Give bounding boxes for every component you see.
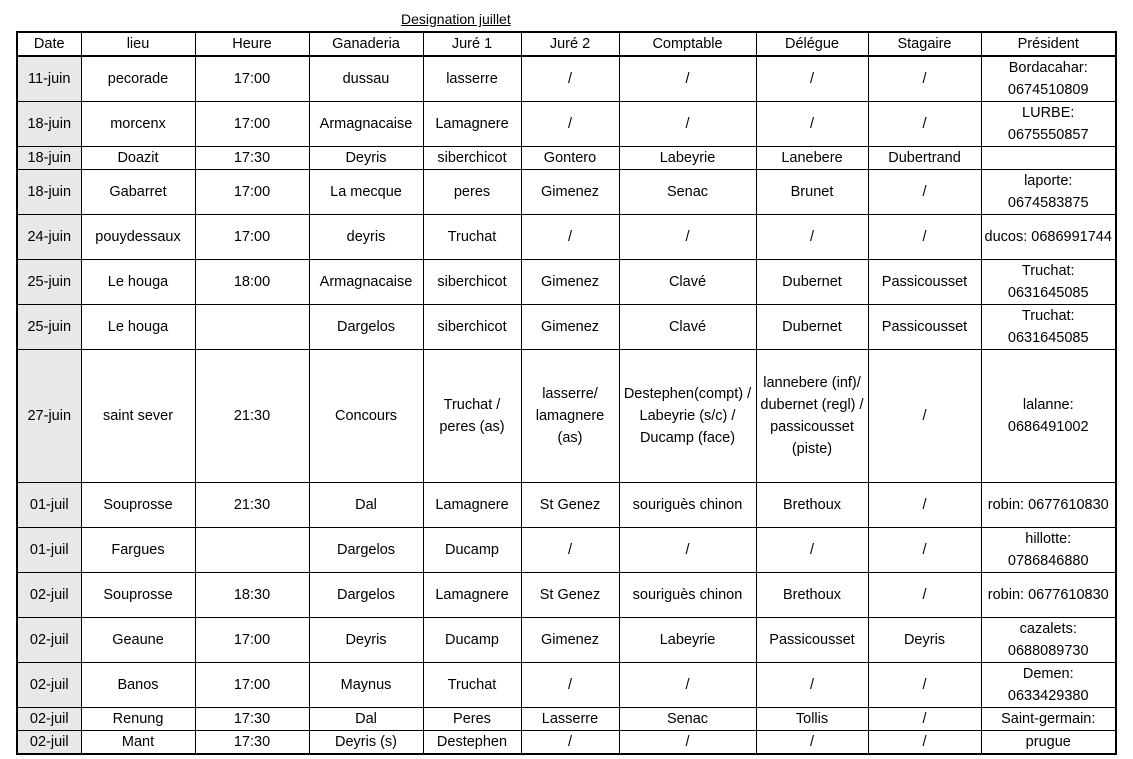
cell-delegue: Brethoux xyxy=(756,573,868,618)
table-row xyxy=(17,56,1116,102)
header-jure-1: Juré 1 xyxy=(423,32,521,56)
cell-delegue: Passicousset xyxy=(756,618,868,663)
header-row xyxy=(17,32,1116,56)
cell-president: Bordacahar: 0674510809 xyxy=(981,56,1116,102)
cell-stagaire: / xyxy=(868,573,981,618)
cell-jure-1: Truchat xyxy=(423,663,521,708)
cell-president: LURBE: 0675550857 xyxy=(981,102,1116,147)
cell-date: 18-juin xyxy=(17,147,81,170)
cell-heure: 18:30 xyxy=(195,573,309,618)
cell-president xyxy=(981,147,1116,170)
cell-ganaderia: dussau xyxy=(309,56,423,102)
cell-delegue: Brethoux xyxy=(756,483,868,528)
cell-lieu: saint sever xyxy=(81,350,195,483)
cell-delegue: lannebere (inf)/ dubernet (regl) / passicousset (piste) xyxy=(756,350,868,483)
cell-date: 11-juin xyxy=(17,56,81,102)
cell-president: laporte: 0674583875 xyxy=(981,170,1116,215)
cell-date: 27-juin xyxy=(17,350,81,483)
cell-heure: 17:00 xyxy=(195,663,309,708)
cell-ganaderia: Armagnacaise xyxy=(309,102,423,147)
cell-stagaire: / xyxy=(868,350,981,483)
cell-delegue: Lanebere xyxy=(756,147,868,170)
cell-comptable: / xyxy=(619,56,756,102)
table-row xyxy=(17,528,1116,573)
header-president: Président xyxy=(981,32,1116,56)
cell-heure: 17:30 xyxy=(195,147,309,170)
cell-heure: 17:30 xyxy=(195,708,309,731)
table-row xyxy=(17,731,1116,755)
cell-delegue: Dubernet xyxy=(756,260,868,305)
cell-jure-2: / xyxy=(521,731,619,755)
header-date: Date xyxy=(17,32,81,56)
table-row xyxy=(17,573,1116,618)
cell-comptable: / xyxy=(619,215,756,260)
cell-delegue: Dubernet xyxy=(756,305,868,350)
cell-date: 01-juil xyxy=(17,528,81,573)
cell-jure-2: Gimenez xyxy=(521,618,619,663)
cell-jure-2: St Genez xyxy=(521,573,619,618)
cell-heure: 17:00 xyxy=(195,618,309,663)
cell-delegue: / xyxy=(756,663,868,708)
cell-jure-2: / xyxy=(521,102,619,147)
cell-lieu: Souprosse xyxy=(81,483,195,528)
cell-president: lalanne: 0686491002 xyxy=(981,350,1116,483)
cell-heure xyxy=(195,528,309,573)
cell-lieu: Gabarret xyxy=(81,170,195,215)
cell-president: robin: 0677610830 xyxy=(981,483,1116,528)
cell-comptable: Labeyrie xyxy=(619,618,756,663)
table-row xyxy=(17,215,1116,260)
cell-jure-1: Truchat / peres (as) xyxy=(423,350,521,483)
cell-stagaire: / xyxy=(868,102,981,147)
cell-date: 24-juin xyxy=(17,215,81,260)
cell-ganaderia: Maynus xyxy=(309,663,423,708)
cell-president: ducos: 0686991744 xyxy=(981,215,1116,260)
cell-stagaire: / xyxy=(868,731,981,755)
header-ganaderia: Ganaderia xyxy=(309,32,423,56)
cell-lieu: Fargues xyxy=(81,528,195,573)
cell-ganaderia: Deyris xyxy=(309,147,423,170)
cell-ganaderia: deyris xyxy=(309,215,423,260)
cell-stagaire: / xyxy=(868,215,981,260)
cell-date: 25-juin xyxy=(17,305,81,350)
cell-stagaire: / xyxy=(868,663,981,708)
cell-delegue: / xyxy=(756,731,868,755)
page-title: Designation juillet xyxy=(401,11,511,27)
cell-ganaderia: La mecque xyxy=(309,170,423,215)
cell-ganaderia: Dargelos xyxy=(309,528,423,573)
header-delegue: Délégue xyxy=(756,32,868,56)
cell-ganaderia: Dargelos xyxy=(309,573,423,618)
cell-jure-1: siberchicot xyxy=(423,305,521,350)
cell-date: 02-juil xyxy=(17,731,81,755)
cell-president: prugue xyxy=(981,731,1116,755)
cell-president: Saint-germain: xyxy=(981,708,1116,731)
cell-date: 18-juin xyxy=(17,102,81,147)
cell-delegue: / xyxy=(756,56,868,102)
designation-table xyxy=(16,31,1117,755)
cell-lieu: pecorade xyxy=(81,56,195,102)
cell-comptable: / xyxy=(619,528,756,573)
cell-comptable: souriguès chinon xyxy=(619,483,756,528)
cell-jure-1: peres xyxy=(423,170,521,215)
cell-stagaire: / xyxy=(868,483,981,528)
cell-heure: 21:30 xyxy=(195,483,309,528)
cell-jure-2: lasserre/ lamagnere (as) xyxy=(521,350,619,483)
cell-jure-1: Lamagnere xyxy=(423,102,521,147)
cell-jure-1: Lamagnere xyxy=(423,573,521,618)
cell-heure xyxy=(195,305,309,350)
table-row xyxy=(17,305,1116,350)
cell-delegue: / xyxy=(756,528,868,573)
header-comptable: Comptable xyxy=(619,32,756,56)
cell-jure-1: Peres xyxy=(423,708,521,731)
cell-comptable: Senac xyxy=(619,708,756,731)
table-row xyxy=(17,708,1116,731)
cell-date: 01-juil xyxy=(17,483,81,528)
cell-ganaderia: Dargelos xyxy=(309,305,423,350)
cell-delegue: Brunet xyxy=(756,170,868,215)
cell-jure-2: / xyxy=(521,215,619,260)
cell-lieu: Souprosse xyxy=(81,573,195,618)
cell-jure-1: Ducamp xyxy=(423,618,521,663)
cell-comptable: Clavé xyxy=(619,305,756,350)
cell-jure-2: / xyxy=(521,56,619,102)
cell-jure-1: lasserre xyxy=(423,56,521,102)
cell-stagaire: Deyris xyxy=(868,618,981,663)
cell-stagaire: / xyxy=(868,170,981,215)
cell-ganaderia: Dal xyxy=(309,483,423,528)
cell-lieu: Geaune xyxy=(81,618,195,663)
cell-jure-1: siberchicot xyxy=(423,147,521,170)
cell-jure-1: Destephen xyxy=(423,731,521,755)
table-row xyxy=(17,483,1116,528)
table-row xyxy=(17,170,1116,215)
cell-date: 02-juil xyxy=(17,663,81,708)
cell-president: Truchat: 0631645085 xyxy=(981,305,1116,350)
cell-president: robin: 0677610830 xyxy=(981,573,1116,618)
cell-president: cazalets: 0688089730 xyxy=(981,618,1116,663)
cell-lieu: Le houga xyxy=(81,305,195,350)
cell-jure-2: Gimenez xyxy=(521,305,619,350)
header-lieu: lieu xyxy=(81,32,195,56)
header-heure: Heure xyxy=(195,32,309,56)
table-row xyxy=(17,147,1116,170)
cell-jure-2: / xyxy=(521,528,619,573)
cell-date: 18-juin xyxy=(17,170,81,215)
table-body xyxy=(17,56,1116,754)
cell-stagaire: / xyxy=(868,528,981,573)
cell-ganaderia: Dal xyxy=(309,708,423,731)
cell-jure-2: Gimenez xyxy=(521,170,619,215)
header-jure-2: Juré 2 xyxy=(521,32,619,56)
cell-lieu: Doazit xyxy=(81,147,195,170)
cell-ganaderia: Concours xyxy=(309,350,423,483)
cell-comptable: Destephen(compt) / Labeyrie (s/c) / Ducamp (face) xyxy=(619,350,756,483)
cell-comptable: Labeyrie xyxy=(619,147,756,170)
cell-stagaire: Passicousset xyxy=(868,260,981,305)
cell-jure-2: Lasserre xyxy=(521,708,619,731)
cell-jure-2: St Genez xyxy=(521,483,619,528)
cell-comptable: Senac xyxy=(619,170,756,215)
cell-heure: 17:30 xyxy=(195,731,309,755)
cell-president: Demen: 0633429380 xyxy=(981,663,1116,708)
cell-date: 02-juil xyxy=(17,573,81,618)
cell-lieu: Mant xyxy=(81,731,195,755)
cell-jure-2: / xyxy=(521,663,619,708)
cell-jure-1: Ducamp xyxy=(423,528,521,573)
cell-delegue: Tollis xyxy=(756,708,868,731)
cell-comptable: Clavé xyxy=(619,260,756,305)
cell-stagaire: Passicousset xyxy=(868,305,981,350)
cell-delegue: / xyxy=(756,102,868,147)
table-row xyxy=(17,618,1116,663)
cell-jure-2: Gimenez xyxy=(521,260,619,305)
table-row xyxy=(17,260,1116,305)
cell-lieu: pouydessaux xyxy=(81,215,195,260)
cell-lieu: morcenx xyxy=(81,102,195,147)
cell-lieu: Renung xyxy=(81,708,195,731)
cell-ganaderia: Deyris xyxy=(309,618,423,663)
cell-comptable: / xyxy=(619,663,756,708)
cell-stagaire: Dubertrand xyxy=(868,147,981,170)
cell-president: hillotte: 0786846880 xyxy=(981,528,1116,573)
cell-date: 02-juil xyxy=(17,708,81,731)
cell-jure-1: Lamagnere xyxy=(423,483,521,528)
table-row xyxy=(17,102,1116,147)
cell-heure: 18:00 xyxy=(195,260,309,305)
cell-ganaderia: Armagnacaise xyxy=(309,260,423,305)
cell-heure: 17:00 xyxy=(195,215,309,260)
cell-lieu: Banos xyxy=(81,663,195,708)
cell-jure-2: Gontero xyxy=(521,147,619,170)
cell-stagaire: / xyxy=(868,56,981,102)
cell-stagaire: / xyxy=(868,708,981,731)
cell-comptable: / xyxy=(619,102,756,147)
cell-comptable: / xyxy=(619,731,756,755)
cell-heure: 17:00 xyxy=(195,170,309,215)
cell-jure-1: Truchat xyxy=(423,215,521,260)
cell-heure: 21:30 xyxy=(195,350,309,483)
cell-delegue: / xyxy=(756,215,868,260)
table-row xyxy=(17,350,1116,483)
cell-lieu: Le houga xyxy=(81,260,195,305)
cell-heure: 17:00 xyxy=(195,56,309,102)
cell-heure: 17:00 xyxy=(195,102,309,147)
header-stagaire: Stagaire xyxy=(868,32,981,56)
cell-jure-1: siberchicot xyxy=(423,260,521,305)
table-row xyxy=(17,663,1116,708)
cell-president: Truchat: 0631645085 xyxy=(981,260,1116,305)
cell-comptable: souriguès chinon xyxy=(619,573,756,618)
cell-date: 02-juil xyxy=(17,618,81,663)
cell-ganaderia: Deyris (s) xyxy=(309,731,423,755)
cell-date: 25-juin xyxy=(17,260,81,305)
